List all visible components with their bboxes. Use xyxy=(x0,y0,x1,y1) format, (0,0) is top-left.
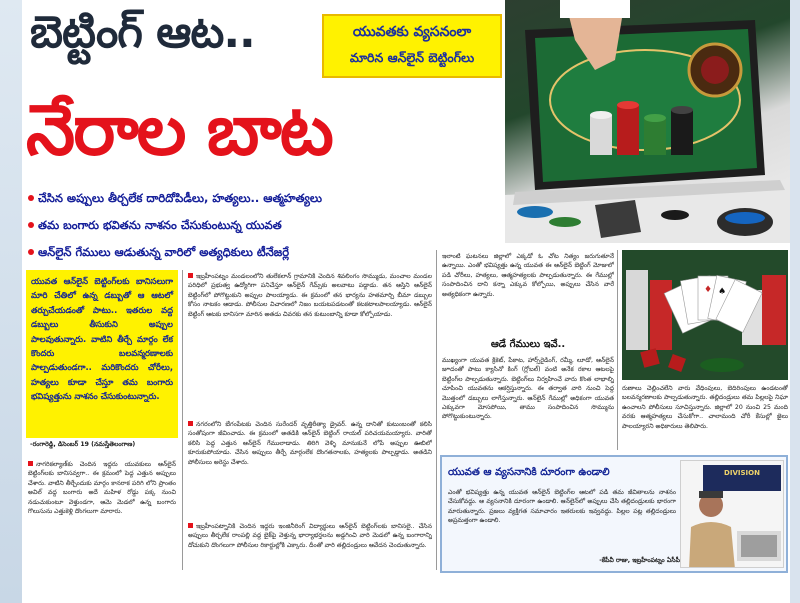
bullet-item xyxy=(26,186,438,212)
col1-bullet xyxy=(28,461,33,466)
col2-bullet xyxy=(188,421,193,426)
bullet-dot xyxy=(28,195,34,201)
col2-para-2 xyxy=(188,420,432,512)
lead-text: యువత ఆన్‌లైన్ బెట్టింగ్‌లకు బానిసలుగా మారి చేతిలో ఉన్న డబ్బుతో ఆ ఆటలో తర్చుచేయడంతో పాటు.. ఇతరుల వద్ద డబ్బులు తీసుకుని అప్పుల పాలవుతున్నారు. వాటిని తీర్చే మార్గం లేక కొందరు బలవన్మరణాలకు పాల్పడుతుండగా.. మరికొందరు చోరీలు, హత్యలు కూడా చేస్తూ తమ బంగారు భవిష్యత్తును నాశనం చేసుకుంటున్నారు. xyxy=(31,276,173,402)
kicker-line1: యువతకు వ్యసనంలా xyxy=(352,24,472,40)
officer-figure-graphic xyxy=(681,461,784,568)
lead-box xyxy=(26,270,178,438)
col2-bullet xyxy=(188,523,193,528)
quote-box-text: ఎంతో భవిష్యత్తు ఉన్న యువత ఆన్‌లైన్ బెట్టింగ్‌ల ఆటలో పడి తమ జీవితాలను నాశనం చేసుకోవద్దు. ఆ వ్యసనానికి దూరంగా ఉండాలి. ఆన్‌లైన్‌లో అప్పులు చేసి తల్లిదండ్రులకు భారంగా మారుతున్నారు. ప్రజలు వ్యక్తిగత సమాచారం ఇతరులకు ఇవ్వవద్దు. పిల్లల పట్ల తల్లిదండ్రులు అప్రమత్తంగా ఉండాలి. xyxy=(448,489,676,525)
office-sign-text: DIVISION xyxy=(724,469,760,477)
page-left-strip xyxy=(0,0,22,603)
col4-text: రుణాలు చెల్లించలేని వారు వేధింపులు, బెదిరింపులు ఉండటంతో బలవన్మరణాలకు పాల్పడుతున్నారు. తల్లిదండ్రులు తమ పిల్లలపై నిఘా ఉంచాలని పోలీసులు సూచిస్తున్నారు. జిల్లాలో 20 నుంచి 25 మంది వరకు ఆత్మహత్యలు చేసుకోగా.. చాలామంది చోరీ కేసుల్లో జైలు పాలయ్యారని అధికారులు తెలిపారు. xyxy=(622,385,788,430)
headline-line2: నేరాల బాట xyxy=(26,89,332,171)
col2-text: ఇబ్రహీంపట్నం మండలంలోని తులేకలాన్ గ్రామానికి చెందిన శివలింగం సొమ్ముడు, మంచాల మండల పరిధిలో ప్రభుత్వ ఉద్యోగిగా పనిచేస్తూ ఆన్‌లైన్ గేమ్స్‌కు అలవాటు పడ్డాడు. తన ఆస్తిని ఆన్‌లైన్ బెట్టింగ్‌లో పోగొట్టుకుని అప్పుల పాలయ్యాడు. ఈ క్రమంలో తన భార్యను హతమార్చి బీమా డబ్బుల కోసం నాటకం ఆడాడు. పోలీసుల విచారణలో నిజం బయటపడటంతో కటకటాలపాలయ్యాడు. ఆన్‌లైన్ బెట్టింగ్ ఆటకు బానిసగా మారిన అతడు చివరకు తన కుటుంబాన్ని కూడా కోల్పోయాడు. xyxy=(188,273,432,318)
bullet-dot xyxy=(28,249,34,255)
svg-text:♦: ♦ xyxy=(704,285,713,295)
games-heading: ఆడే గేములు ఇవే.. xyxy=(490,339,566,350)
bullet-item xyxy=(26,240,438,266)
bullet-item xyxy=(26,213,438,239)
bullet-dot xyxy=(28,222,34,228)
column-rule xyxy=(436,250,437,570)
col1-body xyxy=(28,460,176,566)
casino-laptop-photo xyxy=(505,0,790,243)
games-text: ముఖ్యంగా యువత క్రికెట్, పేకాట, హార్స్‌రైడింగ్, రమ్మీ, లూడో, ఆన్‌లైన్ జూదంతో పాటు క్యాసినో కింగ్ (గ్లోబల్) వంటి అనేక రకాల ఆటలపై బెట్టింగ్‌ల పాల్పడుతున్నారు. బెట్టింగ్‌లు నిర్వహించే వారు కొంత లాభాల్ని చూపించి యువతను ఆకర్షిస్తున్నారు. ఈ తర్వాత వారి నుంచి పెద్ద మొత్తంలో డబ్బులు లాగేస్తున్నారు. ఆన్‌లైన్ గేముల్లో అధికంగా యువత ఎక్కువగా మోసపోయి, తాము సంపాదించిన సొమ్మును పోగొట్టుకుంటున్నారు. xyxy=(442,357,614,421)
bullet-text: చేసిన అప్పులు తీర్చలేక దారిదోపిడీలు, హత్యలు.. ఆత్మహత్యలు xyxy=(38,191,322,205)
quote-box-signature: -కేపీవీ రాజు, ఇబ్రహీంపట్నం ఏసీపీ xyxy=(599,557,680,564)
poker-cards-photo xyxy=(622,250,788,380)
svg-text:♠: ♠ xyxy=(718,287,727,297)
kicker-line2: మారిన ఆన్‌లైన్ బెట్టింగ్‌లు xyxy=(349,50,475,65)
bullet-text: ఆన్‌లైన్ గేములు ఆడుతున్న వారిలో అత్యధికులు టీనేజర్లే xyxy=(38,245,290,259)
col2-text: నగరంలోని బేగంపేటకు చెందిన సురేందర్ వృత్తిరీత్యా డ్రైవర్. ఉన్న దానితో కుటుంబంతో కలిసి సంతోషంగా జీవించాడు. ఈ క్రమంలో అతడికి ఆన్‌లైన్ బెట్టింగ్ రాయల్ పరిచయమయ్యారు. వారితో కలిసి పెద్ద ఎత్తున ఆన్‌లైన్ గేములాడాడు. తిరిగి వెళ్ళి మానుకునే లోపే అప్పుల ఊబిలో కూరుకుపోయాడు. చేసిన అప్పులు తీర్చే మార్గంలేక దొంగతనాలకు, హత్యలకు పాల్పడ్డాడు. అతడిని పోలీసులు అరెస్టు చేశారు. xyxy=(188,421,432,466)
officer-photo xyxy=(680,460,784,568)
col3-text: ఇలాంటి ఘటనలు జిల్లాలో ఎక్కడో ఓ చోట నిత్యం జరుగుతూనే ఉన్నాయి. ఎంతో భవిష్యత్తు ఉన్న యువత ఈ ఆన్‌లైన్ బెట్టింగ్ మోజులో పడి చోరీలు, హత్యలు, ఆత్మహత్యలకు పాల్పడుతున్నారు. ఈ గేముల్లో సంపాదించిన దాని కన్నా ఎక్కువ కోల్పోయి, అప్పులు చేసిన వారే అత్యధికంగా ఉన్నారు. xyxy=(442,253,614,298)
bullet-list xyxy=(26,186,438,266)
page-right-strip xyxy=(790,0,800,603)
column-rule xyxy=(182,270,183,570)
quote-box-title: యువత ఆ వ్యసనానికి దూరంగా ఉండాలి xyxy=(448,467,610,478)
col2-para-1 xyxy=(188,272,432,392)
col1-text: నాగరిక‌ల్యాణ్‌కు చెందిన ఇద్దరు యువకులు ఆన్‌లైన్ బెట్టింగ్‌లకు బానిసవ్వగా.. ఈ క్రమంలో పెద్ద ఎత్తున అప్పులు చేశారు. వాటిని తీర్చేందుకు మార్గం కానరాక పరిగి లోని ప్రాంతం అవిల్ వద్ద బంగారు అదే మహిళ రోడ్డు పక్క నుంచి నడుచుకుంటూ వెళ్తుండగా, ఆమె మెడలో ఉన్న బంగారు గొలుసును ఎత్తుకెళ్లి దొంగలుగా మారారు. xyxy=(28,461,176,516)
poker-scene-graphic xyxy=(622,250,788,380)
lead-dateline: -రంగారెడ్డి, డిసెంబర్ 19 (నమస్తేతెలంగాణ) xyxy=(30,441,136,448)
col2-bullet xyxy=(188,273,193,278)
casino-scene-graphic xyxy=(505,0,790,243)
headline-line1: బెట్టింగ్ ఆట.. xyxy=(30,7,255,58)
kicker-box xyxy=(322,14,502,78)
col2-text: ఇబ్రహీంపట్నానికి చెందిన ఇద్దరు ఇంజినీరింగ్ విద్యార్థులు ఆన్‌లైన్ బెట్టింగ్‌లకు బానిసలై.. చేసిన అప్పులు తీర్చలేక రాంపల్లి వద్ద బైక్‌పై వెళ్తున్న భార్యాభర్తలను అడ్డగించి వారి మెడలో ఉన్న బంగారాన్ని దోచుకుని దొంగలుగా పోలీసుల రికార్డుల్లోకి ఎక్కారు. దీంతో వారి తల్లిదండ్రులు ఆవేదన చెందుతున్నారు. xyxy=(188,523,432,549)
col2-para-3 xyxy=(188,522,432,568)
column-rule xyxy=(617,250,618,450)
bullet-text: తమ బంగారు భవితను నాశనం చేసుకుంటున్న యువత xyxy=(38,218,282,232)
